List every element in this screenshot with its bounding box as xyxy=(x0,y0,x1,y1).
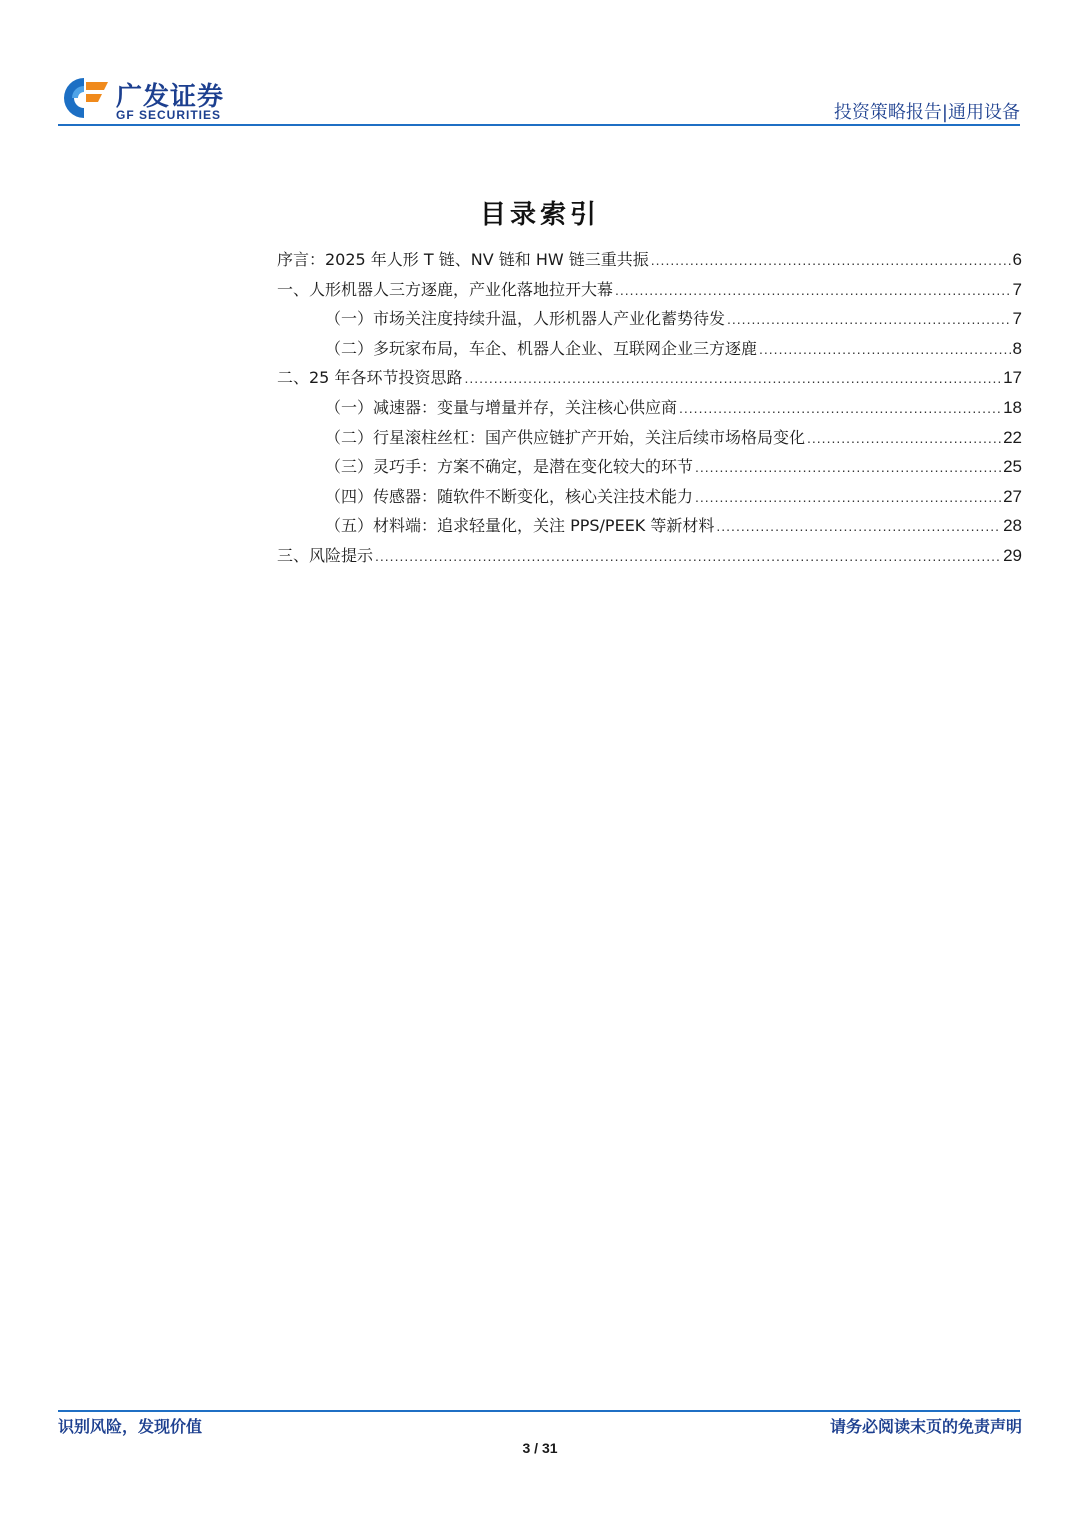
toc-entry-section-2-3[interactable] xyxy=(277,452,1022,482)
toc-entry-section-2-1[interactable] xyxy=(277,393,1022,423)
toc-leader-dots xyxy=(807,424,1001,454)
toc-entry-section-2[interactable] xyxy=(277,363,1022,393)
toc-entry-preface[interactable] xyxy=(277,245,1022,275)
footer-disclaimer-note: 请务必阅读末页的免责声明 xyxy=(829,1417,1022,1436)
toc-title: 目录索引 xyxy=(479,200,600,230)
gf-securities-logo xyxy=(58,70,278,126)
logo-text-cn: 广发证券 xyxy=(116,82,225,112)
toc-entry-label: （一）市场关注度持续升温，人形机器人产业化蓄势待发 xyxy=(325,309,726,329)
toc-leader-dots xyxy=(695,453,1001,483)
toc-entry-label: 二、25 年各环节投资思路 xyxy=(277,368,463,388)
page-header xyxy=(58,70,1020,126)
toc-entry-section-1-1[interactable] xyxy=(277,304,1022,334)
toc-entry-label: 序言：2025 年人形 T 链、NV 链和 HW 链三重共振 xyxy=(277,250,649,269)
toc-leader-dots xyxy=(375,542,1001,572)
toc-entry-page: 29 xyxy=(1003,545,1022,565)
toc-entry-label: （二）多玩家布局，车企、机器人企业、互联网企业三方逐鹿 xyxy=(325,338,758,358)
toc-entry-page: 25 xyxy=(1003,457,1022,477)
footer-divider xyxy=(58,1410,1020,1412)
toc-entry-label: 一、人形机器人三方逐鹿，产业化落地拉开大幕 xyxy=(277,279,614,299)
toc-entry-label: 三、风险提示 xyxy=(277,545,374,565)
toc-leader-dots xyxy=(615,276,1011,306)
toc-entry-section-1-2[interactable] xyxy=(277,334,1022,364)
toc-leader-dots xyxy=(727,305,1011,335)
toc-entry-page: 7 xyxy=(1012,309,1022,329)
report-type-label: 投资策略报告|通用设备 xyxy=(833,102,1020,123)
toc-entry-section-2-4[interactable] xyxy=(277,482,1022,512)
toc-entry-section-2-2[interactable] xyxy=(277,423,1022,453)
toc-entry-page: 7 xyxy=(1012,279,1022,299)
table-of-contents xyxy=(277,245,1022,571)
header-divider xyxy=(58,124,1020,126)
toc-entry-page: 27 xyxy=(1003,486,1022,506)
footer-slogan: 识别风险，发现价值 xyxy=(58,1417,203,1436)
toc-entry-page: 22 xyxy=(1003,427,1022,447)
toc-entry-page: 28 xyxy=(1003,516,1022,536)
toc-leader-dots xyxy=(679,394,1001,424)
toc-entry-label: （四）传感器：随软件不断变化，核心关注技术能力 xyxy=(325,486,694,506)
toc-leader-dots xyxy=(464,364,1001,394)
toc-entry-label: （三）灵巧手：方案不确定，是潜在变化较大的环节 xyxy=(325,457,694,477)
toc-entry-label: （一）减速器：变量与增量并存，关注核心供应商 xyxy=(325,397,678,417)
toc-leader-dots xyxy=(759,335,1011,365)
toc-entry-label: （二）行星滚柱丝杠：国产供应链扩产开始，关注后续市场格局变化 xyxy=(325,427,806,447)
page-number: 3 / 31 xyxy=(522,1440,558,1456)
toc-entry-page: 17 xyxy=(1003,368,1022,388)
gf-logo-icon xyxy=(58,74,110,122)
toc-entry-section-3[interactable] xyxy=(277,541,1022,571)
toc-leader-dots xyxy=(716,512,1001,542)
toc-leader-dots xyxy=(695,483,1001,513)
toc-leader-dots xyxy=(651,246,1011,276)
toc-entry-label: （五）材料端：追求轻量化，关注 PPS/PEEK 等新材料 xyxy=(325,516,715,536)
logo-text-en: GF SECURITIES xyxy=(116,108,222,122)
toc-entry-page: 8 xyxy=(1012,338,1022,358)
toc-entry-section-1[interactable] xyxy=(277,275,1022,305)
toc-entry-section-2-5[interactable] xyxy=(277,511,1022,541)
toc-entry-page: 6 xyxy=(1012,250,1022,269)
toc-entry-page: 18 xyxy=(1003,397,1022,417)
